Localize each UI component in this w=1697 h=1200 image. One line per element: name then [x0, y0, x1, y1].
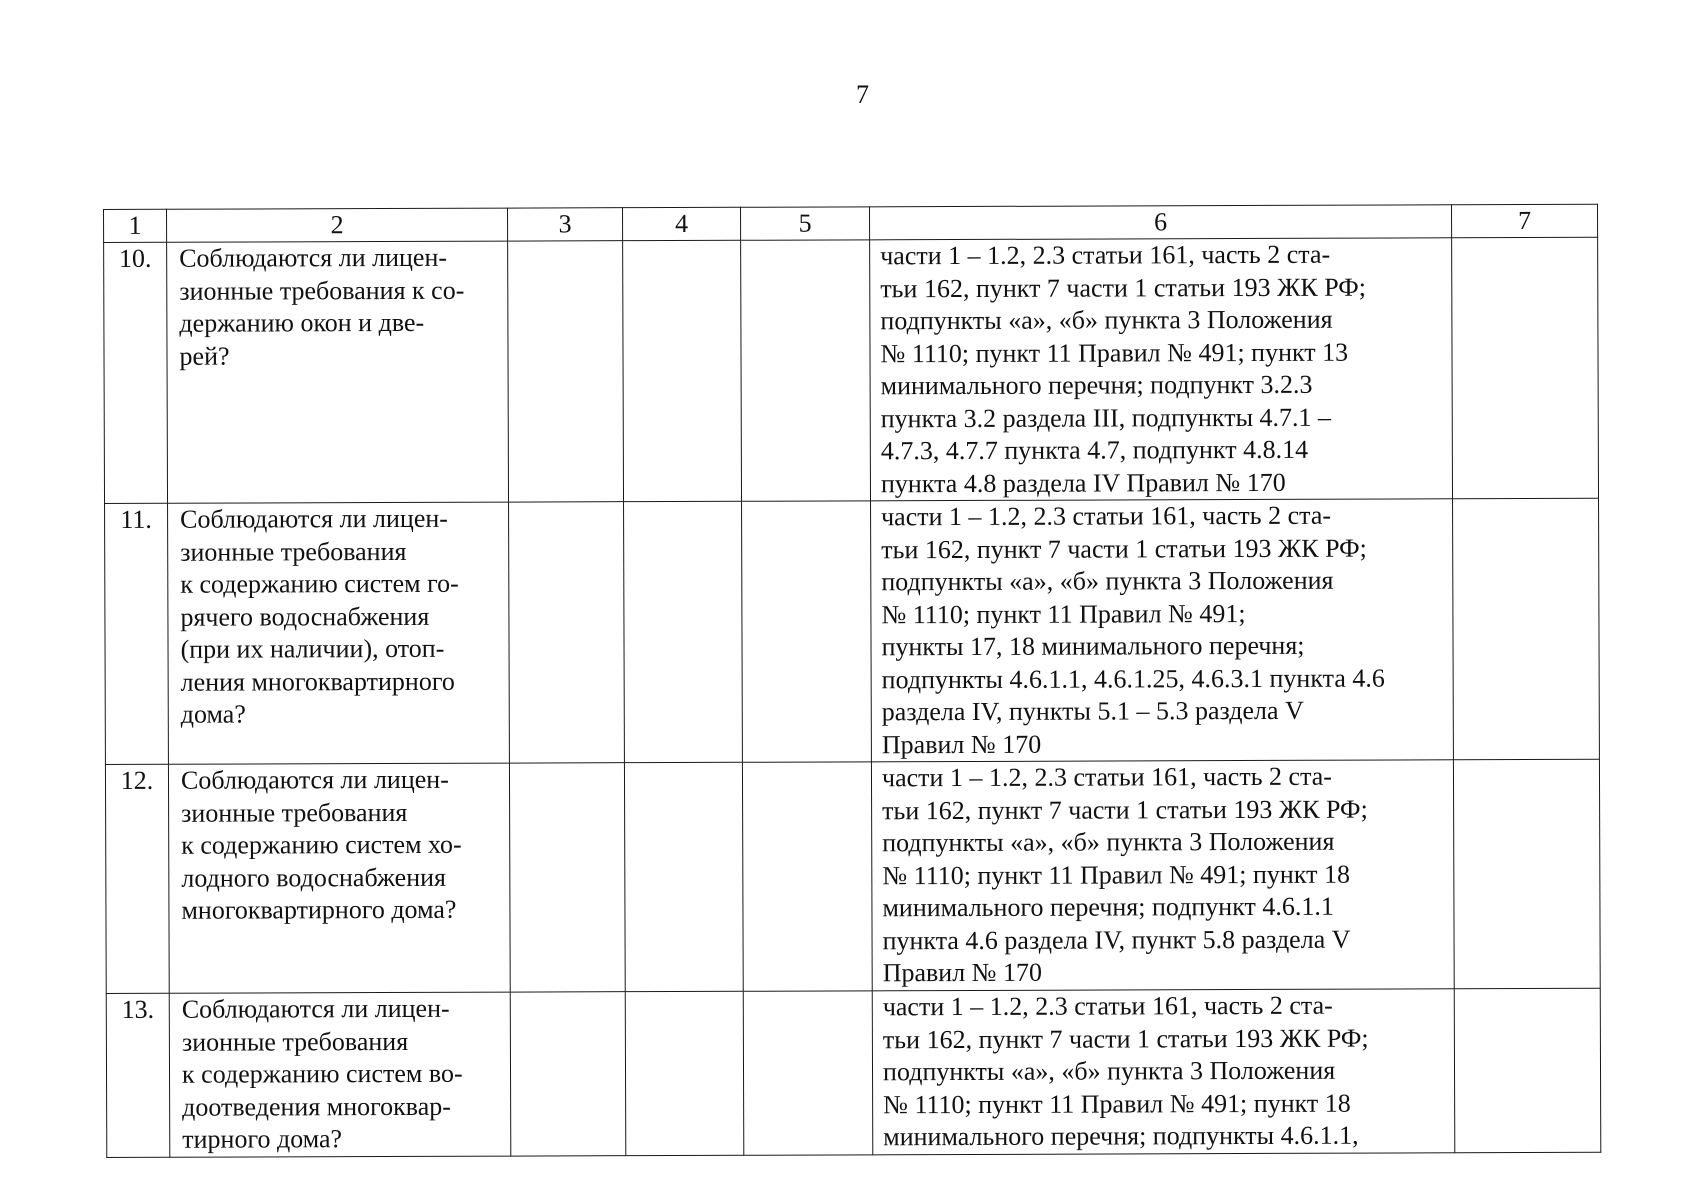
row-number: 13.	[106, 993, 170, 1157]
empty-cell	[1453, 759, 1600, 989]
empty-cell	[624, 762, 743, 991]
question-cell: Соблюдаются ли лицен- зионные требования к со- держанию окон и две- рей?	[167, 241, 509, 503]
empty-cell	[741, 240, 871, 501]
empty-cell	[1453, 498, 1600, 760]
page-number: 7	[856, 80, 869, 109]
empty-cell	[743, 991, 873, 1155]
row-number: 10.	[104, 242, 168, 503]
legal-basis-cell: части 1 – 1.2, 2.3 статьи 161, часть 2 ста- тьи 162, пункт 7 части 1 статьи 193 ЖК РФ; подпункты «а», «б» пункта 3 Положения № 1110; пункт 11 Правил № 491; пункт 18 минимального перечня; подпункт 4.6.1.1 пункта 4.6 раздела IV, пункт 5.8 раздела V Правил № 170	[871, 760, 1454, 991]
empty-cell	[509, 502, 625, 763]
empty-cell	[509, 763, 625, 992]
table-row	[106, 988, 1601, 1157]
column-header: 5	[740, 207, 869, 240]
table-row	[104, 237, 1599, 503]
table-row	[105, 498, 1600, 764]
table-row	[105, 759, 1600, 993]
empty-cell	[623, 240, 742, 501]
row-number: 12.	[105, 764, 169, 993]
empty-cell	[742, 501, 872, 762]
legal-basis-cell: части 1 – 1.2, 2.3 статьи 161, часть 2 ста- тьи 162, пункт 7 части 1 статьи 193 ЖК РФ; подпункты «а», «б» пункта 3 Положения № 1110; пункт 11 Правил № 491; пункт 13 минимального перечня; подпункт 3.2.3 пункта 3.2 раздела III, подпункты 4.7.1 – 4.7.3, 4.7.7 пункта 4.7, подпункт 4.8.14 пункта 4.8 раздела IV Правил № 170	[870, 238, 1453, 501]
column-header: 7	[1451, 204, 1597, 238]
checklist-table	[103, 204, 1601, 1158]
column-header: 2	[167, 208, 508, 242]
question-cell: Соблюдаются ли лицен- зионные требования к содержанию систем хо- лодного водоснабжения многоквартирного дома?	[168, 763, 510, 993]
legal-basis-cell: части 1 – 1.2, 2.3 статьи 161, часть 2 ста- тьи 162, пункт 7 части 1 статьи 193 ЖК РФ; подпункты «а», «б» пункта 3 Положения № 1110; пункт 11 Правил № 491; пункт 18 минимального перечня; подпункты 4.6.1.1,	[872, 989, 1455, 1155]
empty-cell	[1452, 237, 1599, 499]
column-header: 6	[869, 205, 1451, 240]
empty-cell	[1454, 988, 1601, 1152]
empty-cell	[510, 992, 626, 1156]
empty-cell	[625, 991, 744, 1155]
question-cell: Соблюдаются ли лицен- зионные требования к содержанию систем го- рячего водоснабжения (при их наличии), отоп- ления многоквартирного дома?	[168, 502, 510, 764]
legal-basis-cell: части 1 – 1.2, 2.3 статьи 161, часть 2 ста- тьи 162, пункт 7 части 1 статьи 193 ЖК РФ; подпункты «а», «б» пункта 3 Положения № 1110; пункт 11 Правил № 491; пункты 17, 18 минимального перечня; подпункты 4.6.1.1, 4.6.1.25, 4.6.3.1 пункта 4.6 раздела IV, пункты 5.1 – 5.3 раздела V Правил № 170	[871, 499, 1454, 762]
column-header: 3	[507, 208, 622, 241]
empty-cell	[508, 241, 624, 502]
row-number: 11.	[105, 503, 169, 764]
table-header-row	[104, 204, 1598, 242]
column-header: 4	[622, 207, 740, 240]
column-header: 1	[104, 209, 167, 242]
empty-cell	[742, 762, 872, 991]
question-cell: Соблюдаются ли лицен- зионные требования к содержанию систем во- доотведения многоквар- тирного дома?	[169, 992, 511, 1157]
empty-cell	[624, 501, 743, 762]
